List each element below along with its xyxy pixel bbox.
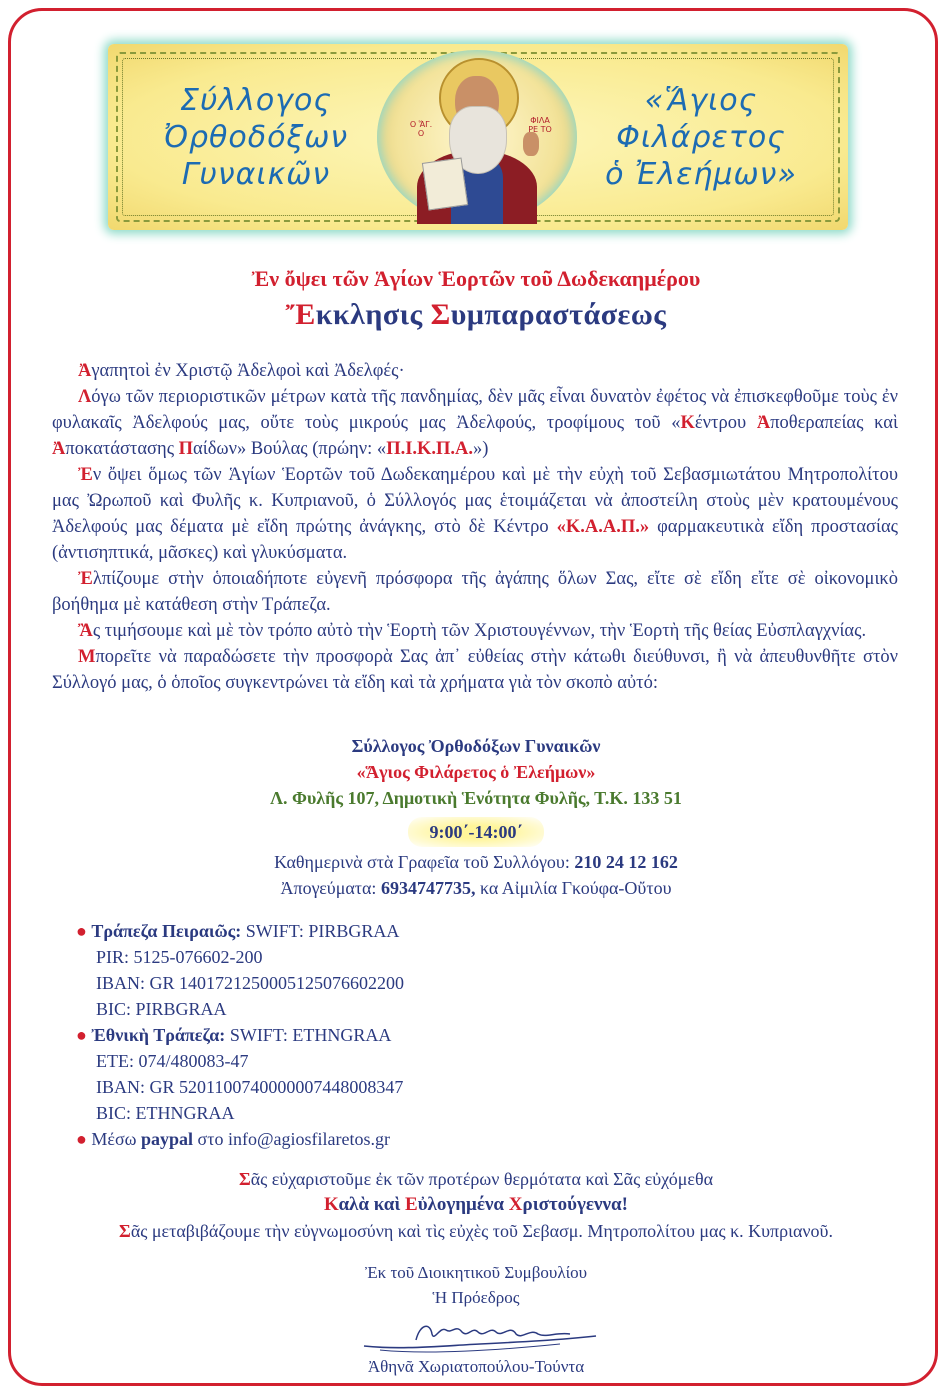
initial-letter: Ἐ — [78, 465, 93, 485]
initial-letter: Ἀ — [78, 361, 92, 381]
initial-letter: Π — [178, 439, 194, 459]
closing-text: ριστούγεννα! — [522, 1194, 628, 1215]
hours-badge: 9:00΄-14:00΄ — [408, 817, 545, 847]
paragraph-text: ν ὄψει ὅμως τῶν Ἁγίων Ἑορτῶν τοῦ Δωδεκαημέρου καὶ μὲ τὴν εὐχὴ τοῦ Σεβασμιωτάτου Μητροπολίτου μας Ὠρωποῦ καὶ Φυλῆς κ. Κυπριανοῦ, ὁ Σύλλογός μας ἑτοιμάζεται νὰ ἀποστείλη στοὺς μὲν κρατουμένους Ἀδελφούς μας δέματα μὲ εἴδη πρώτης ἀνάγκης, στὸ δὲ Κέντρο — [52, 465, 898, 537]
initial-letter: Ἀ — [756, 413, 771, 433]
paragraph — [52, 462, 898, 566]
heading-appeal — [0, 298, 952, 332]
role-line: Ἡ Πρόεδρος — [432, 1288, 520, 1307]
banner-title-left — [146, 82, 366, 193]
daily-contact — [0, 849, 952, 875]
paragraph — [52, 618, 898, 644]
swift-code: SWIFT: PIRBGRAA — [241, 921, 400, 941]
bank-piraeus — [76, 918, 896, 944]
initial-letter: Λ — [78, 387, 92, 407]
paypal-label: paypal — [141, 1129, 194, 1149]
signature — [360, 1316, 600, 1356]
paragraph-text: ς τιμήσουμε καὶ μὲ τὸν τρόπο αὐτὸ τὴν Ἑορτὴ τῶν Χριστουγέννων, τὴν Ἑορτὴ τῆς θείας Εὐσπλαγχνίας. — [92, 621, 867, 641]
initial-letter: Κ — [680, 413, 695, 433]
bank-name: Τράπεζα Πειραιῶς: — [91, 921, 242, 941]
banner-right-line: Φιλάρετος — [616, 120, 786, 155]
closing-text: ᾶς εὐχαριστοῦμε ἐκ τῶν προτέρων θερμότατα καὶ Σᾶς εὐχόμεθα — [250, 1169, 714, 1189]
christmas-wish — [0, 1192, 952, 1218]
letter-body — [52, 358, 898, 696]
saint-icon — [377, 50, 577, 224]
paragraph-text: ποκατάστασης — [65, 439, 179, 459]
paragraph — [52, 358, 898, 384]
paypal-line — [76, 1126, 896, 1152]
scroll-icon — [422, 157, 468, 210]
paragraph — [52, 644, 898, 696]
banner-title-right — [586, 82, 816, 193]
icon-label-right: ΦΙΛΑ ΡΕ ΤΟ — [528, 116, 552, 134]
iban: IBAN: GR 5201100740000007448008347 — [96, 1077, 404, 1097]
contact-label: Ἀπογεύματα: — [280, 878, 381, 898]
metropolitan-wishes — [0, 1218, 952, 1244]
address-street: Λ. Φυλῆς 107, Δημοτικὴ Ἑνότητα Φυλῆς, Τ.Κ. 133 51 — [270, 788, 682, 808]
paypal-email[interactable]: στο info@agiosfilaretos.gr — [193, 1129, 391, 1149]
iban: IBAN: GR 1401721250005125076602200 — [96, 973, 405, 993]
paragraph — [52, 384, 898, 462]
heading-occasion: Ἐν ὄψει τῶν Ἁγίων Ἑορτῶν τοῦ Δωδεκαημέρου — [251, 266, 701, 291]
initial-letter: Ἐ — [78, 569, 93, 589]
signer-name: Ἀθηνᾶ Χωριατοπούλου-Τούντα — [367, 1357, 585, 1376]
bic-code: BIC: ETHNGRAA — [96, 1103, 235, 1123]
swift-code: SWIFT: ETHNGRAA — [225, 1025, 392, 1045]
bullet-icon: ● — [76, 1129, 87, 1149]
address-name: «Ἅγιος Φιλάρετος ὁ Ἐλεήμων» — [356, 762, 596, 782]
paragraph-text: αίδων» Βούλας (πρώην: « — [193, 439, 387, 459]
heading-initial: Σ — [430, 298, 451, 331]
bic-code: BIC: PIRBGRAA — [96, 999, 227, 1019]
initial-letter: Ἂ — [78, 621, 93, 641]
acronym: Π.Ι.Κ.Π.Α. — [386, 439, 474, 459]
bank-name: Ἐθνικὴ Τράπεζα: — [91, 1025, 226, 1045]
office-hours — [0, 817, 952, 847]
acronym: «Κ.Α.Α.Π.» — [556, 517, 650, 537]
contact-person: κα Αἰμιλία Γκούφα-Οὔτου — [475, 878, 672, 898]
bank-details — [76, 918, 896, 1152]
heading-word: κκλησις — [315, 298, 431, 331]
bank-national — [76, 1022, 896, 1048]
closing-text: ὐλογημένα — [417, 1194, 509, 1215]
paragraph-text: ποθεραπείας καὶ — [770, 413, 898, 433]
initial-letter: Χ — [508, 1194, 523, 1215]
banner-left-line: Ὀρθοδόξων — [163, 120, 349, 155]
banner-right-line: «Ἅγιος — [644, 83, 758, 118]
initial-letter: Μ — [78, 647, 96, 667]
account-number: PIR: 5125-076602-200 — [96, 947, 263, 967]
phone-number: 210 24 12 162 — [574, 852, 678, 872]
paragraph-text: λπίζουμε στὴν ὁποιαδήποτε εὐγενῆ πρόσφορα τῆς ἀγάπης ὅλων Σας, εἴτε σὲ εἴδη εἴτε σὲ οἰκονομικὸ βοήθημα μὲ κατάθεση στὴν Τράπεζα. — [52, 569, 898, 615]
paragraph — [52, 566, 898, 618]
paragraph-text: έντρου — [694, 413, 757, 433]
bullet-icon: ● — [76, 921, 87, 941]
initial-letter: Κ — [324, 1194, 339, 1215]
contact-label: Καθημερινὰ στὰ Γραφεῖα τοῦ Συλλόγου: — [274, 852, 575, 872]
paragraph-text: ») — [473, 439, 489, 459]
paragraph-text: πορεῖτε νὰ παραδώσετε τὴν προσφορὰ Σας ἀπ᾽ εὐθείας στὴν κάτωθι διεύθυνσι, ἢ νὰ ἀπευθυνθῆτε στὸν Σύλλογό μας, ὁ ὁποῖος συγκεντρώνει τὰ εἴδη καὶ τὰ χρήματα γιὰ τὸν σκοπὸ αὐτό: — [52, 647, 898, 693]
banner-left-line: Γυναικῶν — [181, 157, 331, 192]
heading-initial: Ἔ — [285, 298, 316, 331]
icon-label-left: Ο ἍΓ. Ο — [409, 120, 433, 138]
initial-letter: Σ — [238, 1169, 251, 1189]
thanks-line — [0, 1166, 952, 1192]
board-line: Ἐκ τοῦ Διοικητικοῦ Συμβουλίου — [364, 1263, 588, 1282]
phone-number: 6934747735, — [380, 878, 476, 898]
header-banner — [108, 44, 848, 230]
bullet-icon: ● — [76, 1025, 87, 1045]
initial-letter: Σ — [119, 1221, 131, 1241]
paragraph-text: όγω τῶν περιοριστικῶν μέτρων κατὰ τῆς πανδημίας, δὲν μᾶς εἶναι δυνατὸν ἐφέτος νὰ ἐπισκεφθοῦμε τοὺς ἐν φυλακαῖς Ἀδελφούς μας, οὔτε τοὺς μικρούς μας Ἀδελφούς, τροφίμους τοῦ « — [52, 387, 898, 433]
banner-right-line: ὁ Ἐλεήμων» — [605, 157, 797, 192]
initial-letter: Ἀ — [52, 439, 66, 459]
address-org: Σύλλογος Ὀρθοδόξων Γυναικῶν — [351, 736, 601, 756]
paypal-text: Μέσω — [91, 1129, 141, 1149]
paragraph-text: φαρμακευτικὰ εἴδη προστασίας (ἀντισηπτικά, μᾶσκες) καὶ γλυκύσματα. — [52, 517, 899, 563]
account-number: ETE: 074/480083-47 — [96, 1051, 249, 1071]
initial-letter: Ε — [405, 1194, 418, 1215]
paragraph-text: γαπητοὶ ἐν Χριστῷ Ἀδελφοὶ καὶ Ἀδελφές· — [91, 361, 405, 381]
afternoon-contact — [0, 875, 952, 901]
hand-shape — [523, 132, 539, 156]
closing-text: αλὰ καὶ — [338, 1194, 405, 1215]
closing-text: ᾶς μεταβιβάζουμε τὴν εὐγνωμοσύνη καὶ τὶς εὐχὲς τοῦ Σεβασμ. Μητροπολίτου μας κ. Κυπριανοῦ. — [130, 1221, 833, 1241]
heading-word: υμπαραστάσεως — [450, 298, 667, 331]
banner-left-line: Σύλλογος — [180, 83, 332, 118]
